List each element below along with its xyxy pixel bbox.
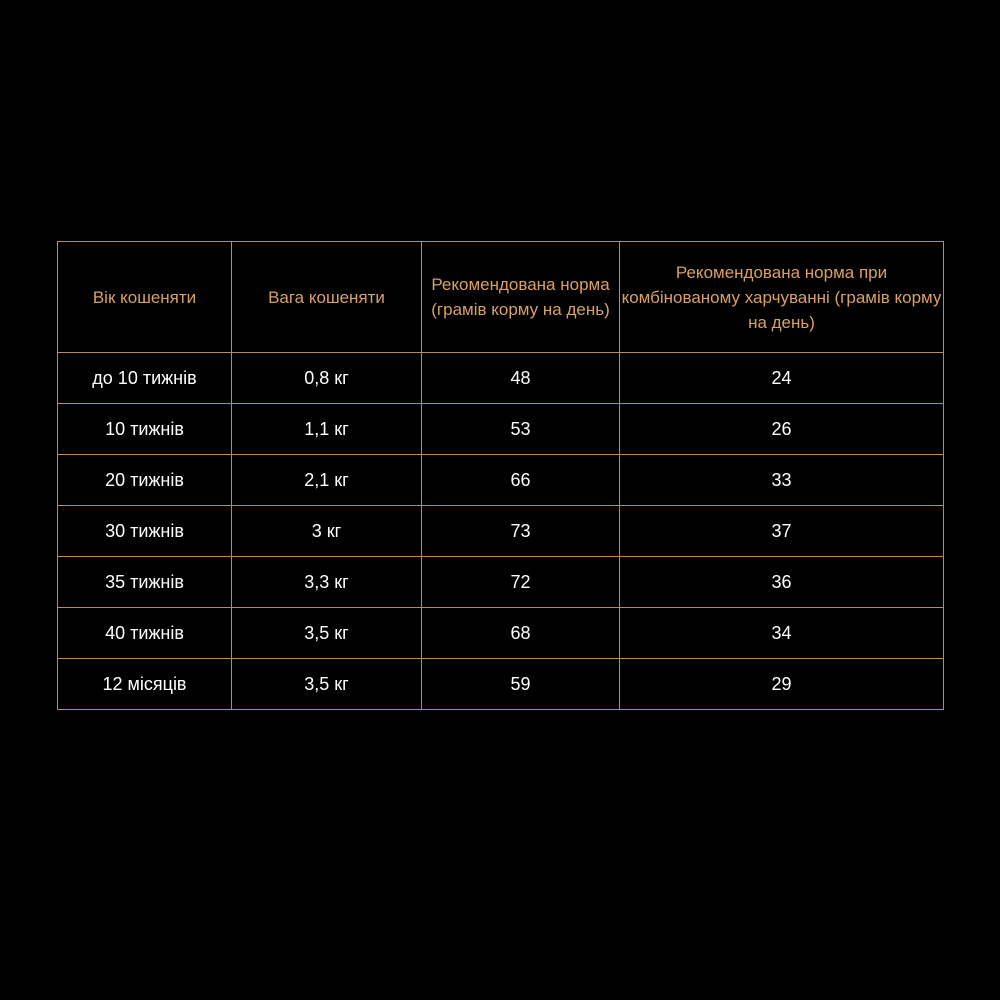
cell-weight: 3,3 кг — [232, 557, 422, 608]
table-row — [58, 455, 944, 506]
cell-norm: 53 — [422, 404, 620, 455]
table-body — [58, 353, 944, 710]
cell-norm: 48 — [422, 353, 620, 404]
cell-weight: 3,5 кг — [232, 659, 422, 710]
cell-age: 10 тижнів — [58, 404, 232, 455]
column-header-age: Вік кошеняти — [58, 242, 232, 353]
cell-combined-norm: 24 — [620, 353, 944, 404]
cell-age: 20 тижнів — [58, 455, 232, 506]
table-header — [58, 242, 944, 353]
cell-weight: 2,1 кг — [232, 455, 422, 506]
cell-age: 35 тижнів — [58, 557, 232, 608]
column-header-weight: Вага кошеняти — [232, 242, 422, 353]
cell-weight: 1,1 кг — [232, 404, 422, 455]
table-row — [58, 353, 944, 404]
cell-combined-norm: 36 — [620, 557, 944, 608]
cell-norm: 68 — [422, 608, 620, 659]
feeding-norms-table — [57, 241, 944, 710]
table-row — [58, 404, 944, 455]
cell-weight: 0,8 кг — [232, 353, 422, 404]
table-row — [58, 608, 944, 659]
cell-age: 12 місяців — [58, 659, 232, 710]
column-header-norm: Рекомендована норма (грамів корму на день) — [422, 242, 620, 353]
cell-weight: 3,5 кг — [232, 608, 422, 659]
table-row — [58, 659, 944, 710]
cell-norm: 66 — [422, 455, 620, 506]
cell-age: до 10 тижнів — [58, 353, 232, 404]
cell-norm: 73 — [422, 506, 620, 557]
column-header-combined-norm: Рекомендована норма при комбінованому харчуванні (грамів корму на день) — [620, 242, 944, 353]
table-header-row — [58, 242, 944, 353]
cell-combined-norm: 29 — [620, 659, 944, 710]
cell-combined-norm: 34 — [620, 608, 944, 659]
cell-combined-norm: 37 — [620, 506, 944, 557]
table-row — [58, 506, 944, 557]
cell-combined-norm: 33 — [620, 455, 944, 506]
cell-norm: 72 — [422, 557, 620, 608]
table-row — [58, 557, 944, 608]
feeding-table-container — [57, 241, 943, 710]
cell-norm: 59 — [422, 659, 620, 710]
cell-age: 30 тижнів — [58, 506, 232, 557]
cell-weight: 3 кг — [232, 506, 422, 557]
cell-age: 40 тижнів — [58, 608, 232, 659]
cell-combined-norm: 26 — [620, 404, 944, 455]
